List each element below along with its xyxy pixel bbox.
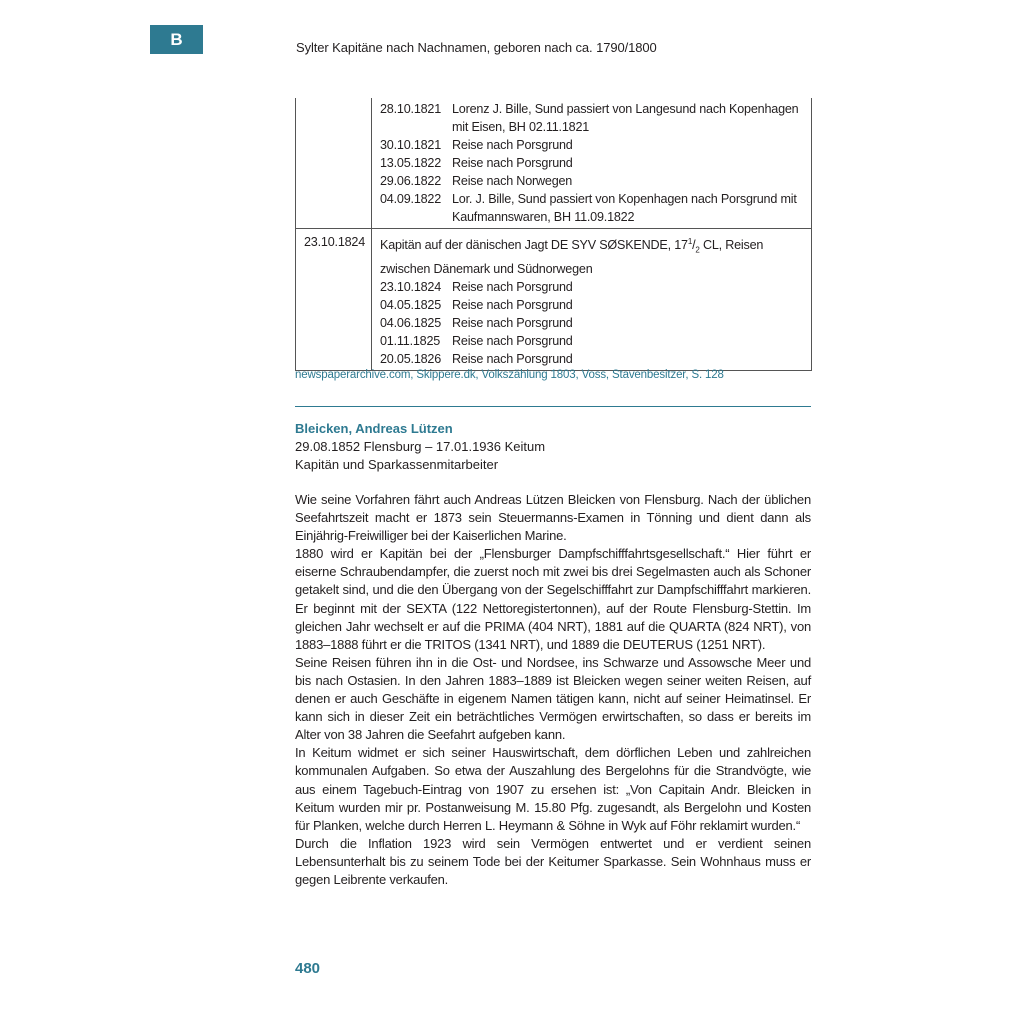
entry-date: 28.10.1821 xyxy=(380,102,442,116)
entry-text: Reise nach Porsgrund xyxy=(452,351,573,366)
intro-text-end: CL, Reisen zwischen Dänemark und Südnorwegen xyxy=(380,238,764,276)
voyage-entry xyxy=(380,332,799,350)
occupation: Kapitän und Sparkassenmitarbeiter xyxy=(295,457,499,472)
entry-date: 29.06.1822 xyxy=(380,174,442,188)
row-date-cell xyxy=(296,98,372,228)
entry-text: Lorenz J. Bille, Sund passiert von Langesund nach Kopenhagen mit Eisen, BH 02.11.1821 xyxy=(452,102,799,134)
row-body-cell xyxy=(372,229,811,370)
entry-date: 23.10.1824 xyxy=(380,279,442,294)
person-name: Bleicken, Andreas Lützen xyxy=(295,421,453,436)
entry-text: Reise nach Porsgrund xyxy=(452,156,573,170)
table-row xyxy=(296,98,811,228)
paragraph: Wie seine Vorfahren fährt auch Andreas Lützen Bleicken von Flensburg. Nach der üblichen Seefahrtszeit macht er 1873 sein Steuermanns-Examen in Tönning und dient dann als Einjährig-Freiwilliger bei der Kaiserlichen Marine. xyxy=(295,492,811,544)
entry-date: 20.05.1826 xyxy=(380,351,442,366)
fraction-numerator: 1 xyxy=(687,237,693,246)
voyage-table xyxy=(295,98,812,371)
row-date-cell: 23.10.1824 xyxy=(296,229,372,370)
entry-text: Reise nach Porsgrund xyxy=(452,138,573,152)
paragraph: In Keitum widmet er sich seiner Hauswirtschaft, dem dörflichen Leben und zahlreichen kommunalen Aufgaben. So etwa der Auszahlung des Bergelohns für die Strandvögte, wie aus einem Tagebuch-Eintrag von 1907 zu ersehen ist: „Von Capitain Andr. Bleicken in Keitum wurden mir pr. Postanweisung M. 15.80 Pfg. zugesandt, als Bergelohn und Kosten für Planken, welche durch Herren L. Heymann & Söhne in Wyk auf Föhr reklamirt wurden.“ xyxy=(295,745,811,833)
voyage-entry xyxy=(380,314,799,332)
voyage-entry xyxy=(380,154,799,172)
life-dates: 29.08.1852 Flensburg – 17.01.1936 Keitum xyxy=(295,439,546,454)
biography-text xyxy=(295,491,811,889)
row-body-cell xyxy=(372,98,811,228)
row-intro: Kapitän auf der dänischen Jagt DE SYV SØSKENDE, $17^1/_2$ CL, Reisen zwischen Dänemark und Südnorwegen xyxy=(380,237,764,276)
entry-text: Reise nach Porsgrund xyxy=(452,279,573,294)
voyage-entry xyxy=(380,296,799,314)
entry-text: Reise nach Porsgrund xyxy=(452,315,573,330)
paragraph: 1880 wird er Kapitän bei der „Flensburger Dampfschifffahrtsgesellschaft.“ Hier führt er eiserne Schraubendampfer, die zuerst noch mit zwei bis drei Segelmasten auch als Schoner getakelt sind, und die den Übergang von der Segelschifffahrt zur Dampfschifffahrt markieren. Er beginnt mit der SEXTA (122 Nettoregistertonnen), auf der Route Flensburg-Stettin. Im gleichen Jahr wechselt er auf die PRIMA (404 NRT), 1881 auf die QUARTA (824 NRT), von 1883–1888 führt er die TRITOS (1341 NRT), und 1889 die DEUTERUS (1251 NRT). xyxy=(295,546,811,652)
source-citation: newspaperarchive.com, Skippere.dk, Volkszählung 1803, Voss, Stavenbesitzer, S. 128 xyxy=(295,369,724,381)
paragraph: Seine Reisen führen ihn in die Ost- und Nordsee, ins Schwarze und Assowsche Meer und bis nach Ostasien. In den Jahren 1883–1889 ist Bleicken wegen seiner weiten Reisen, auf denen er auch Geschäfte in eigenem Namen tätigen kann, nicht auf seiner Heimatinsel. Er kann sich in dieser Zeit ein beträchtliches Vermögen erwirtschaften, so dass er bereits im Alter von 38 Jahren die Seefahrt aufgeben kann. xyxy=(295,654,811,743)
entry-date: 04.05.1825 xyxy=(380,297,442,312)
table-row xyxy=(296,228,811,370)
entry-date: 30.10.1821 xyxy=(380,138,442,152)
running-title: Sylter Kapitäne nach Nachnamen, geboren nach ca. 1790/1800 xyxy=(296,40,657,55)
fraction-denominator: 2 xyxy=(695,245,700,255)
voyage-entry xyxy=(380,100,799,136)
entry-date: 04.06.1825 xyxy=(380,315,442,330)
entry-text: Reise nach Porsgrund xyxy=(452,297,573,312)
entry-date: 01.11.1825 xyxy=(380,333,441,348)
section-tab: B xyxy=(150,25,203,54)
voyage-entry xyxy=(380,136,799,154)
entry-text: Reise nach Porsgrund xyxy=(452,333,573,348)
page-number: 480 xyxy=(295,960,321,977)
intro-text: Kapitän auf der dänischen Jagt DE SYV SØSKENDE, 17 xyxy=(380,238,688,253)
voyage-entry xyxy=(380,278,799,296)
voyage-entry xyxy=(380,190,799,226)
entry-text: Reise nach Norwegen xyxy=(452,174,573,188)
paragraph: Durch die Inflation 1923 wird sein Vermögen entwertet und er verdient seinen Lebensunterhalt bis zu seinem Tode bei der Keitumer Sparkasse. Sein Wohnhaus muss er gegen Leibrente verkaufen. xyxy=(295,835,811,887)
voyage-entry xyxy=(380,350,799,368)
entry-text: Lor. J. Bille, Sund passiert von Kopenhagen nach Porsgrund mit Kaufmannswaren, BH 11.09.1822 xyxy=(452,192,797,224)
section-divider xyxy=(295,406,811,407)
entry-date: 04.09.1822 xyxy=(380,192,442,206)
entry-date: 13.05.1822 xyxy=(380,156,442,170)
voyage-entry xyxy=(380,172,799,190)
bio-header xyxy=(295,420,545,474)
